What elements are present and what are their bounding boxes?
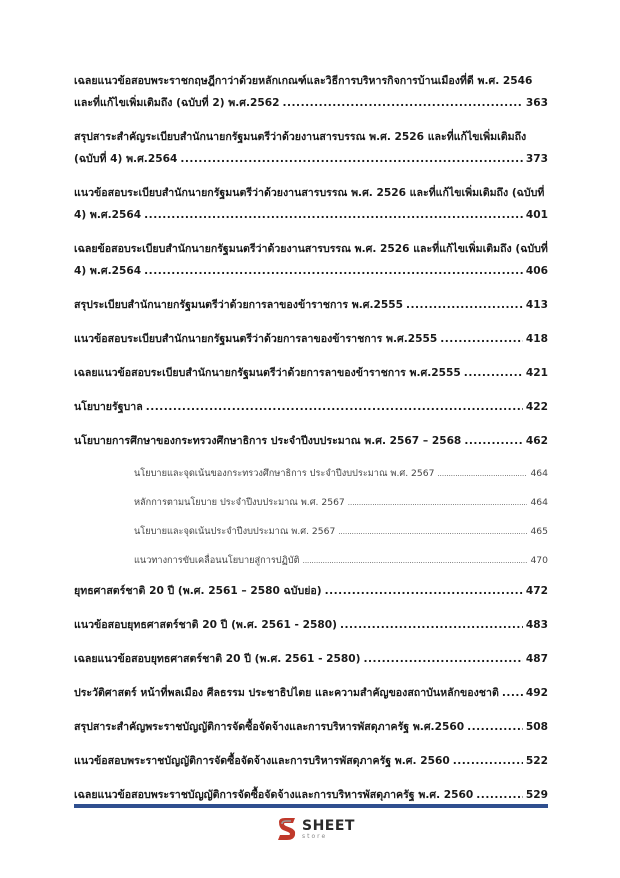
toc-entry-line2: และที่แก้ไขเพิ่มเติมถึง (ฉบับที่ 2) พ.ศ.2562 xyxy=(74,97,280,109)
toc-subentry-464b xyxy=(74,493,548,513)
dot-leader xyxy=(467,716,523,738)
toc-page-number: 508 xyxy=(525,721,548,733)
toc-entry-leader xyxy=(134,551,548,571)
toc-entry-leader xyxy=(74,716,548,738)
toc-entry-title: แนวข้อสอบระเบียบสำนักนายกรัฐมนตรีว่าด้วยการลาของข้าราชการ พ.ศ.2555 xyxy=(74,333,438,345)
toc-page-number: 464 xyxy=(530,497,548,508)
toc-page-number: 492 xyxy=(525,687,548,699)
toc-entry-413 xyxy=(74,294,548,316)
footer-rule xyxy=(74,804,548,808)
toc-entry-leader xyxy=(74,362,548,384)
toc-entry-leader xyxy=(74,430,548,452)
toc-entry-title: นโยบายรัฐบาล xyxy=(74,401,143,413)
toc-entry-leader xyxy=(74,614,548,636)
toc-entry-line2: (ฉบับที่ 4) พ.ศ.2564 xyxy=(74,153,178,165)
toc-entry-title: แนวข้อสอบยุทธศาสตร์ชาติ 20 ปี (พ.ศ. 2561 - 2580) xyxy=(74,619,337,631)
brand-subtitle: store xyxy=(302,832,328,840)
dot-leader xyxy=(146,396,523,418)
toc-entry-421 xyxy=(74,362,548,384)
toc-subentry-470 xyxy=(74,551,548,571)
toc-entry-title: ยุทธศาสตร์ชาติ 20 ปี (พ.ศ. 2561 – 2580 ฉบับย่อ) xyxy=(74,585,322,597)
dot-leader xyxy=(437,464,527,484)
toc-page-number: 422 xyxy=(525,401,548,413)
toc-entry-508 xyxy=(74,716,548,738)
dot-leader xyxy=(144,260,523,282)
toc-entry-492 xyxy=(74,682,548,704)
toc-subentry-title: นโยบายและจุดเน้นประจำปีงบประมาณ พ.ศ. 2567 xyxy=(134,526,336,537)
toc-entry-522 xyxy=(74,750,548,772)
toc-entry-line1: สรุปสาระสำคัญระเบียบสำนักนายกรัฐมนตรีว่าด้วยงานสารบรรณ พ.ศ. 2526 และที่แก้ไขเพิ่มเติมถึง xyxy=(74,131,527,143)
toc-page-number: 522 xyxy=(525,755,548,767)
toc-page-number: 363 xyxy=(525,97,548,109)
toc-entry-487 xyxy=(74,648,548,670)
toc-page-number: 470 xyxy=(530,555,548,566)
toc-entry-418 xyxy=(74,328,548,350)
dot-leader xyxy=(440,328,523,350)
toc-entry-title: สรุประเบียบสำนักนายกรัฐมนตรีว่าด้วยการลาของข้าราชการ พ.ศ.2555 xyxy=(74,299,403,311)
toc-entry-leader xyxy=(74,204,548,226)
dot-leader xyxy=(348,493,528,513)
toc-entry-leader xyxy=(74,648,548,670)
toc-entry-363 xyxy=(74,70,548,114)
dot-leader xyxy=(406,294,523,316)
toc-entry-line1: แนวข้อสอบระเบียบสำนักนายกรัฐมนตรีว่าด้วยงานสารบรรณ พ.ศ. 2526 และที่แก้ไขเพิ่มเติมถึง (ฉบับที่ xyxy=(74,187,545,199)
sheet-store-logo-icon xyxy=(276,816,298,842)
dot-leader xyxy=(180,148,523,170)
toc-entry-leader xyxy=(134,522,548,542)
brand-name: SHEET xyxy=(302,817,355,834)
toc-subentry-title: หลักการตามนโยบาย ประจำปีงบประมาณ พ.ศ. 2567 xyxy=(134,497,345,508)
toc-entry-leader xyxy=(74,294,548,316)
toc-entry-leader xyxy=(74,750,548,772)
toc-subentry-title: นโยบายและจุดเน้นของกระทรวงศึกษาธิการ ประจำปีงบประมาณ พ.ศ. 2567 xyxy=(134,468,435,479)
dot-leader xyxy=(453,750,523,772)
toc-page-number: 465 xyxy=(530,526,548,537)
dot-leader xyxy=(464,430,523,452)
sheet-store-logo xyxy=(276,814,355,844)
toc-entry-leader xyxy=(74,92,548,114)
toc-entry-leader xyxy=(74,580,548,602)
dot-leader xyxy=(364,648,523,670)
toc-subentry-title: แนวทางการขับเคลื่อนนโยบายสู่การปฏิบัติ xyxy=(134,555,300,566)
dot-leader xyxy=(464,362,523,384)
toc-entry-line1: เฉลยข้อสอบระเบียบสำนักนายกรัฐมนตรีว่าด้วยงานสารบรรณ พ.ศ. 2526 และที่แก้ไขเพิ่มเติมถึง (ฉบับที่ xyxy=(74,243,548,255)
toc-entry-leader xyxy=(74,328,548,350)
toc-entry-leader xyxy=(74,682,548,704)
toc-entry-483 xyxy=(74,614,548,636)
toc-entry-leader xyxy=(74,784,548,806)
dot-leader xyxy=(303,551,528,571)
toc-entry-472 xyxy=(74,580,548,602)
toc-subentry-464a xyxy=(74,464,548,484)
toc-page-number: 418 xyxy=(525,333,548,345)
dot-leader xyxy=(144,204,523,226)
toc-page-number: 472 xyxy=(525,585,548,597)
toc-page-number: 401 xyxy=(525,209,548,221)
toc-page-number: 483 xyxy=(525,619,548,631)
dot-leader xyxy=(325,580,523,602)
toc-page-number: 413 xyxy=(525,299,548,311)
toc-entry-line2: 4) พ.ศ.2564 xyxy=(74,265,142,277)
toc-entry-422 xyxy=(74,396,548,418)
toc-entry-title: เฉลยแนวข้อสอบยุทธศาสตร์ชาติ 20 ปี (พ.ศ. 2561 - 2580) xyxy=(74,653,361,665)
toc-page-number: 529 xyxy=(525,789,548,801)
toc-entry-title: ประวัติศาสตร์ หน้าที่พลเมือง ศีลธรรม ประชาธิปไตย และความสำคัญของสถาบันหลักของชาติ xyxy=(74,687,499,699)
toc-entry-529 xyxy=(74,784,548,806)
dot-leader xyxy=(502,682,523,704)
dot-leader xyxy=(282,92,522,114)
toc-entry-462 xyxy=(74,430,548,452)
toc-page-number: 462 xyxy=(525,435,548,447)
toc-entry-406 xyxy=(74,238,548,282)
toc-page-number: 406 xyxy=(525,265,548,277)
toc-entry-leader xyxy=(134,493,548,513)
toc-entry-leader xyxy=(74,396,548,418)
toc-entry-title: แนวข้อสอบพระราชบัญญัติการจัดซื้อจัดจ้างและการบริหารพัสดุภาครัฐ พ.ศ. 2560 xyxy=(74,755,450,767)
toc-subentry-465 xyxy=(74,522,548,542)
toc-entry-leader xyxy=(74,260,548,282)
toc-page-number: 421 xyxy=(525,367,548,379)
table-of-contents xyxy=(74,70,548,818)
toc-entry-leader xyxy=(134,464,548,484)
dot-leader xyxy=(476,784,523,806)
toc-entry-line1: เฉลยแนวข้อสอบพระราชกฤษฎีกาว่าด้วยหลักเกณฑ์และวิธีการบริหารกิจการบ้านเมืองที่ดี พ.ศ. 2546 xyxy=(74,75,533,87)
dot-leader xyxy=(338,522,527,542)
toc-page-number: 464 xyxy=(530,468,548,479)
toc-entry-leader xyxy=(74,148,548,170)
toc-entry-title: สรุปสาระสำคัญพระราชบัญญัติการจัดซื้อจัดจ้างและการบริหารพัสดุภาครัฐ พ.ศ.2560 xyxy=(74,721,465,733)
toc-page-number: 373 xyxy=(525,153,548,165)
toc-entry-title: เฉลยแนวข้อสอบระเบียบสำนักนายกรัฐมนตรีว่าด้วยการลาของข้าราชการ พ.ศ.2555 xyxy=(74,367,461,379)
toc-page-number: 487 xyxy=(525,653,548,665)
toc-entry-line2: 4) พ.ศ.2564 xyxy=(74,209,142,221)
toc-entry-401 xyxy=(74,182,548,226)
dot-leader xyxy=(340,614,523,636)
toc-entry-title: เฉลยแนวข้อสอบพระราชบัญญัติการจัดซื้อจัดจ้างและการบริหารพัสดุภาครัฐ พ.ศ. 2560 xyxy=(74,789,474,801)
toc-entry-title: นโยบายการศึกษาของกระทรวงศึกษาธิการ ประจำปีงบประมาณ พ.ศ. 2567 – 2568 xyxy=(74,435,462,447)
toc-entry-373 xyxy=(74,126,548,170)
